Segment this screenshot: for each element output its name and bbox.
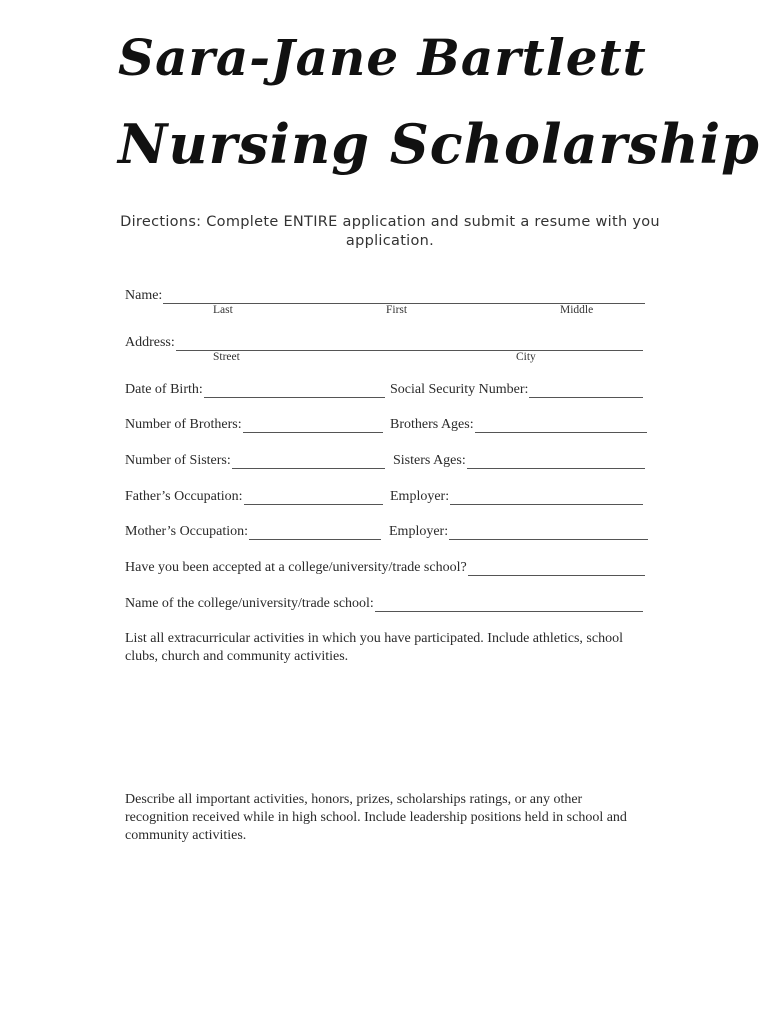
brothers-ages-label: Brothers Ages: [390, 417, 474, 432]
address-label: Address: [125, 335, 175, 350]
address-row [125, 333, 647, 363]
accepted-label: Have you been accepted at a college/university/trade school? [125, 560, 467, 575]
address-field[interactable] [176, 336, 643, 351]
title-line-2: Nursing Scholarship [118, 112, 760, 176]
father-employer-field[interactable] [450, 490, 643, 505]
address-street-caption: Street [213, 351, 240, 363]
ssn-label: Social Security Number: [390, 382, 529, 397]
name-last-caption: Last [213, 304, 233, 316]
name-first-caption: First [386, 304, 408, 316]
father-occupation-label: Father’s Occupation: [125, 489, 243, 504]
brothers-field[interactable] [243, 418, 383, 433]
dob-ssn-row [125, 380, 647, 402]
brothers-row [125, 415, 647, 437]
directions-text: Directions: Complete ENTIRE application and submit a resume with you application. [120, 214, 660, 249]
sisters-row [125, 451, 647, 473]
name-row [125, 286, 647, 316]
mother-occupation-field[interactable] [249, 525, 381, 540]
sisters-ages-label: Sisters Ages: [393, 453, 466, 468]
mother-employer-field[interactable] [449, 525, 648, 540]
address-city-caption: City [516, 351, 536, 363]
title-line-1: Sara-Jane Bartlett [118, 28, 647, 87]
father-employer-label: Employer: [390, 489, 450, 504]
name-field[interactable] [163, 289, 645, 304]
sisters-label: Number of Sisters: [125, 453, 231, 468]
ssn-field[interactable] [529, 383, 643, 398]
sisters-field[interactable] [232, 454, 385, 469]
brothers-label: Number of Brothers: [125, 417, 242, 432]
name-middle-caption: Middle [560, 304, 594, 316]
dob-field[interactable] [204, 383, 385, 398]
extracurricular-prompt: List all extracurricular activities in which you have participated. Include athletics, school clubs, church and community activities. [125, 631, 623, 664]
dob-label: Date of Birth: [125, 382, 203, 397]
school-name-row [125, 594, 647, 616]
school-name-label: Name of the college/university/trade school: [125, 596, 374, 611]
brothers-ages-field[interactable] [475, 418, 647, 433]
mother-occupation-label: Mother’s Occupation: [125, 524, 248, 539]
mother-row [125, 522, 647, 544]
accepted-row [125, 558, 647, 580]
school-name-field[interactable] [375, 597, 643, 612]
father-row [125, 487, 647, 509]
mother-employer-label: Employer: [389, 524, 449, 539]
name-label: Name: [125, 288, 163, 303]
father-occupation-field[interactable] [244, 490, 383, 505]
accepted-field[interactable] [468, 561, 645, 576]
sisters-ages-field[interactable] [467, 454, 645, 469]
honors-prompt: Describe all important activities, honors, prizes, scholarships ratings, or any other recognition received while in high school. Include leadership positions held in school and community activities. [125, 792, 627, 843]
